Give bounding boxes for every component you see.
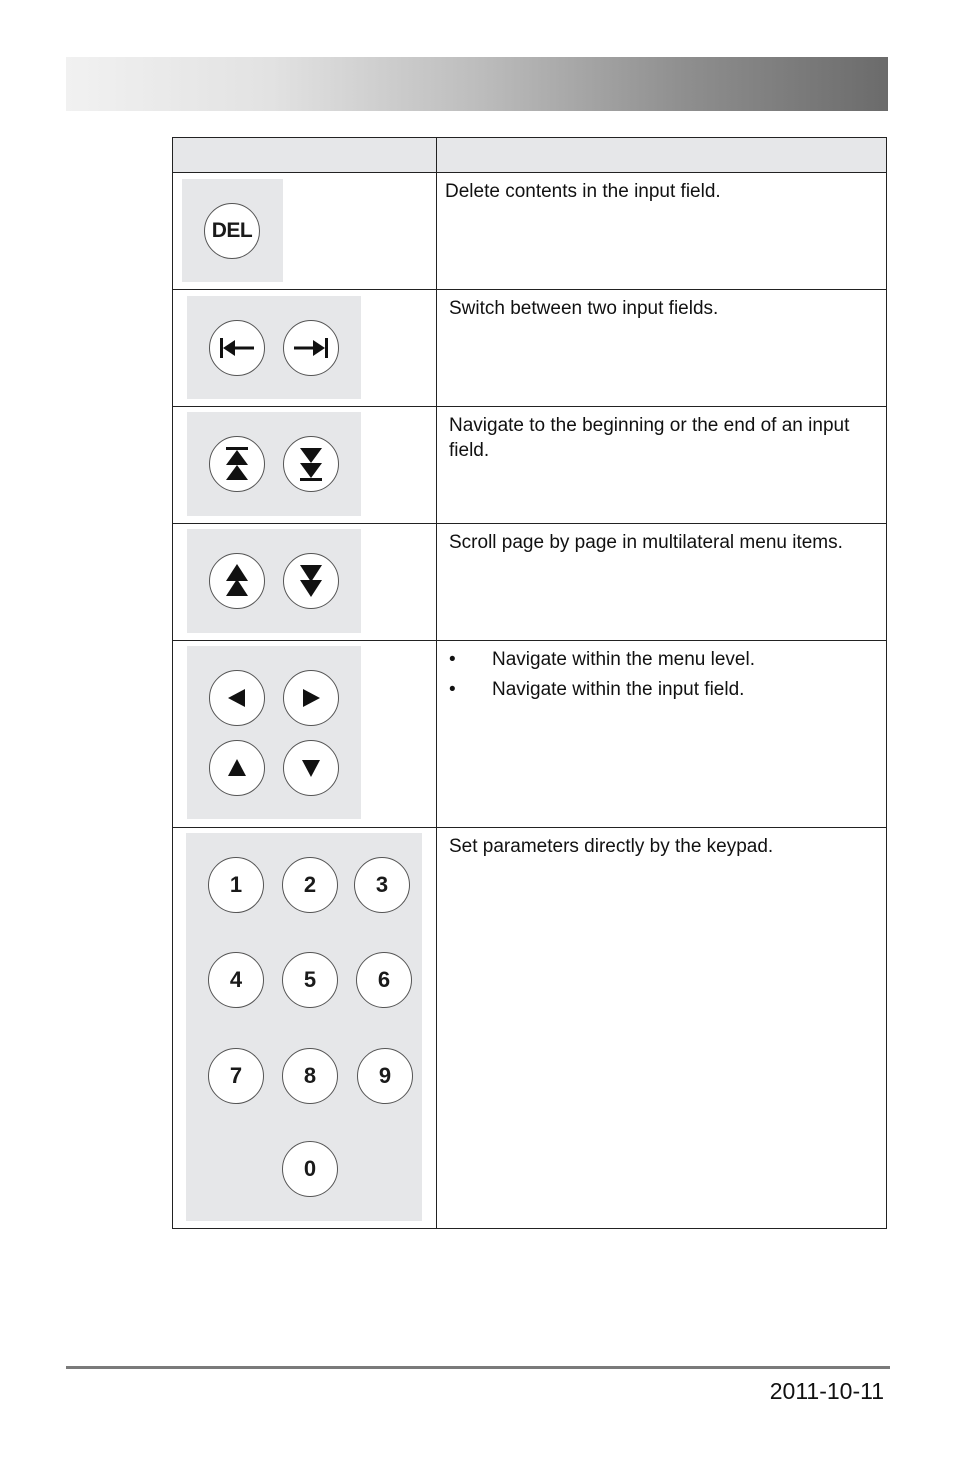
page-down-icon xyxy=(297,562,325,600)
key-label: 8 xyxy=(303,1063,317,1088)
end-icon xyxy=(297,445,325,483)
key-cell xyxy=(173,524,437,641)
key-label: 2 xyxy=(303,872,317,897)
keypad-8-button[interactable] xyxy=(282,1048,338,1104)
arrow-down-icon xyxy=(300,757,322,779)
key-panel xyxy=(187,412,361,516)
key-cell xyxy=(173,641,437,828)
key-label: 1 xyxy=(229,872,243,897)
desc-cell xyxy=(437,173,887,290)
row-description: Set parameters directly by the keypad. xyxy=(449,836,774,857)
bullet-list xyxy=(449,647,874,702)
keypad-1-button[interactable] xyxy=(208,857,264,913)
keypad-2-button[interactable] xyxy=(282,857,338,913)
key-label: 9 xyxy=(378,1063,392,1088)
arrow-up-icon xyxy=(226,757,248,779)
list-item xyxy=(449,647,874,672)
row-description: Scroll page by page in multilateral menu items. xyxy=(449,532,843,553)
arrow-left-button[interactable] xyxy=(209,670,265,726)
desc-cell xyxy=(437,828,887,1229)
row-description: Switch between two input fields. xyxy=(449,298,719,319)
keypad-7-button[interactable] xyxy=(208,1048,264,1104)
row-description: Delete contents in the input field. xyxy=(445,181,721,202)
table-row xyxy=(173,524,887,641)
header-bar xyxy=(66,57,888,111)
tab-right-button[interactable] xyxy=(283,320,339,376)
end-button[interactable] xyxy=(283,436,339,492)
home-button[interactable] xyxy=(209,436,265,492)
page-down-button[interactable] xyxy=(283,553,339,609)
keypad-5-button[interactable] xyxy=(282,952,338,1008)
key-label: 5 xyxy=(303,967,317,992)
footer-rule xyxy=(66,1366,890,1369)
keypad-6-button[interactable] xyxy=(356,952,412,1008)
tab-left-icon xyxy=(217,336,257,360)
key-panel xyxy=(182,179,283,282)
tab-left-button[interactable] xyxy=(209,320,265,376)
bullet-marker: • xyxy=(449,679,456,700)
home-icon xyxy=(223,445,251,483)
table-row xyxy=(173,407,887,524)
key-label: 6 xyxy=(377,967,391,992)
keypad-3-button[interactable] xyxy=(354,857,410,913)
key-cell xyxy=(173,828,437,1229)
key-cell xyxy=(173,407,437,524)
desc-cell xyxy=(437,407,887,524)
desc-cell xyxy=(437,641,887,828)
footer-date: 2011-10-11 xyxy=(769,1378,884,1404)
key-label: 4 xyxy=(229,967,243,992)
arrow-right-icon xyxy=(300,687,322,709)
key-panel xyxy=(187,529,361,633)
keypad-9-button[interactable] xyxy=(357,1048,413,1104)
keypad-panel xyxy=(186,833,422,1221)
list-item xyxy=(449,677,874,702)
table-row xyxy=(173,290,887,407)
table-header-row xyxy=(173,138,887,173)
list-item-text: Navigate within the menu level. xyxy=(492,649,755,670)
key-label: 7 xyxy=(229,1063,243,1088)
table-row xyxy=(173,173,887,290)
table-row xyxy=(173,641,887,828)
page-up-icon xyxy=(223,562,251,600)
arrow-up-button[interactable] xyxy=(209,740,265,796)
del-button[interactable] xyxy=(204,203,260,259)
arrow-left-icon xyxy=(226,687,248,709)
desc-cell xyxy=(437,524,887,641)
arrow-down-button[interactable] xyxy=(283,740,339,796)
del-label: DEL xyxy=(211,219,253,242)
page-up-button[interactable] xyxy=(209,553,265,609)
keypad-0-button[interactable] xyxy=(282,1141,338,1197)
row-description xyxy=(437,641,886,702)
row-description: Navigate to the beginning or the end of an input field. xyxy=(449,415,850,461)
desc-cell xyxy=(437,290,887,407)
keypad-4-button[interactable] xyxy=(208,952,264,1008)
key-label: 3 xyxy=(375,872,389,897)
key-function-table xyxy=(172,137,887,1229)
key-cell xyxy=(173,290,437,407)
key-panel xyxy=(187,646,361,819)
key-panel xyxy=(187,296,361,399)
tab-right-icon xyxy=(291,336,331,360)
table-row xyxy=(173,828,887,1229)
arrow-right-button[interactable] xyxy=(283,670,339,726)
key-cell xyxy=(173,173,437,290)
header-cell-key xyxy=(173,138,437,173)
bullet-marker: • xyxy=(449,649,456,670)
list-item-text: Navigate within the input field. xyxy=(492,679,745,700)
header-cell-function xyxy=(437,138,887,173)
key-label: 0 xyxy=(303,1156,317,1181)
